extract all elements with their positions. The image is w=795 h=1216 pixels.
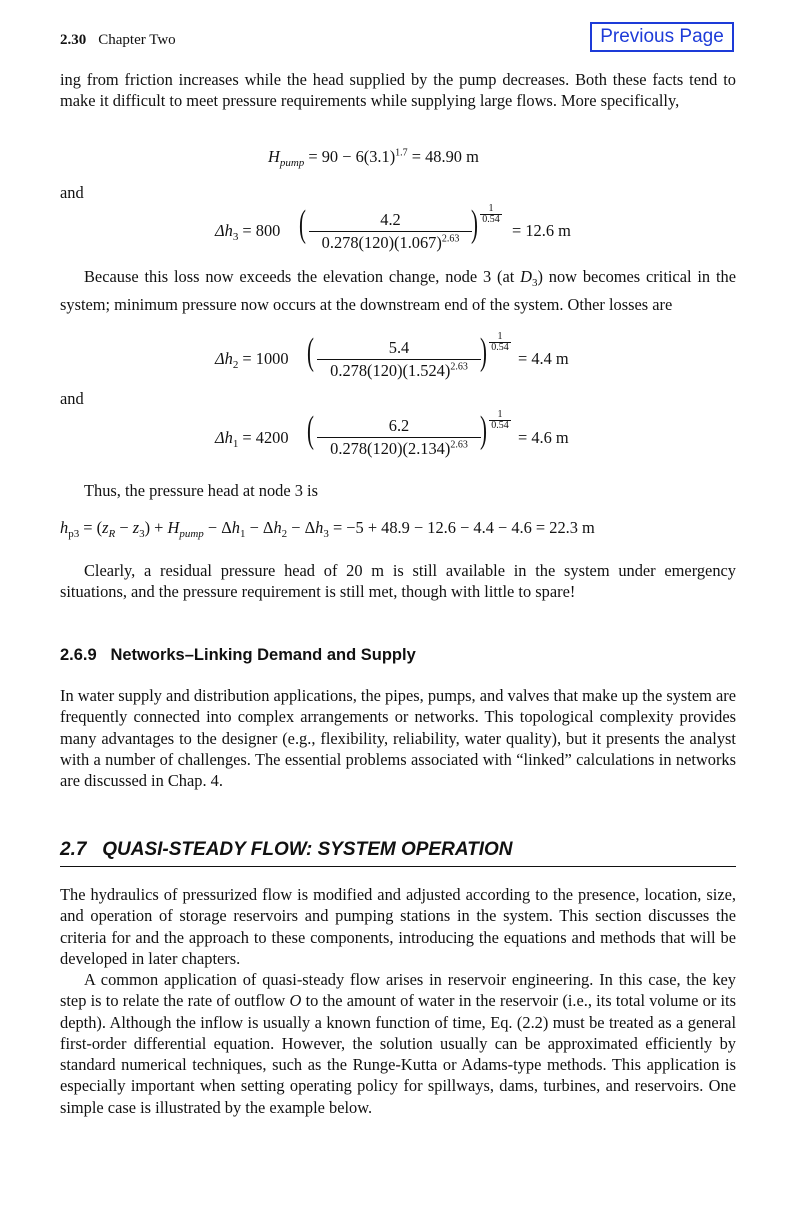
previous-page-button[interactable]: Previous Page [590, 22, 734, 52]
eq-hp3-h: h [60, 518, 69, 537]
eq-dh3-result: = 12.6 m [512, 221, 571, 240]
eq-dh3-coef: = 800 [238, 221, 281, 240]
eq-hp3-t4: − Δ [203, 518, 232, 537]
eq-hp3-t2: − [115, 518, 133, 537]
eq-hp3-zr-sub: R [108, 528, 116, 540]
eq-dh2-numerator: 5.4 [317, 338, 481, 360]
eq-hp3-t6: − Δ [287, 518, 316, 537]
eq-dh1-left-paren: ( [307, 409, 314, 451]
eq-dh3-fraction [309, 210, 472, 253]
paragraph-6-a: A common application of quasi-steady flow arises in reservoir engineering. In this case, the key step is to relate the rate of outflow [60, 970, 736, 1011]
eq-hp3-h2: h [273, 518, 282, 537]
eq-dh1-right-paren: ) [480, 409, 487, 451]
eq-dh2-coef: = 1000 [238, 349, 289, 368]
paragraph-2-d: D [520, 267, 532, 286]
eq-hp3-t7: = −5 + 48.9 − 12.6 − 4.4 − 4.6 = 22.3 m [328, 518, 595, 537]
eq-dh1-den-exponent: 2.63 [450, 439, 468, 451]
eq-dh3-lhs: Δh [215, 221, 233, 240]
eq-dh1-result: = 4.6 m [518, 428, 569, 447]
section-heading-2-7: 2.7 QUASI-STEADY FLOW: SYSTEM OPERATION [60, 839, 513, 860]
eq-hp3-h3: h [315, 518, 324, 537]
eq-hp3-z2: z [132, 518, 140, 537]
eq-hp3-t3: ) + [144, 518, 168, 537]
eq-dh1-lhs: Δh [215, 428, 233, 447]
eq-dh3-right-paren: ) [471, 203, 478, 245]
eq-dh1-fraction [317, 416, 481, 459]
eq-dh1-coef: = 4200 [238, 428, 289, 447]
eq-hp3-t1: = ( [79, 518, 103, 537]
eq-hp3-h3-sub: 3 [323, 528, 329, 540]
eq-dh2-outer-exponent [489, 332, 511, 353]
eq-hpump-exponent: 1.7 [395, 147, 408, 159]
eq-dh2-lhs: Δh [215, 349, 233, 368]
equation-hpump [268, 147, 479, 169]
eq-dh3-numerator: 4.2 [309, 210, 472, 232]
eq-hpump-rhs-b: = 48.90 m [407, 147, 479, 166]
eq-hp3-h1-sub: 1 [239, 528, 246, 540]
eq-dh2-left-paren: ( [307, 331, 314, 373]
eq-dh2-outer-exp-den: 0.54 [491, 342, 509, 353]
eq-dh3-outer-exp-den: 0.54 [482, 214, 500, 225]
chapter-title: Chapter Two [98, 32, 176, 48]
eq-hpump-rhs-a: = 90 − 6(3.1) [304, 147, 396, 166]
eq-hpump-lhs-sub: pump [279, 157, 305, 169]
eq-dh2-outer-exp-num: 1 [489, 332, 511, 343]
eq-hp3-h1: h [231, 518, 240, 537]
eq-dh1-outer-exp-den: 0.54 [491, 420, 509, 431]
eq-hp3-h-sub: p3 [68, 528, 80, 540]
eq-dh3-lhs-sub: 3 [232, 231, 239, 243]
page-number: 2.30 [60, 32, 87, 48]
eq-dh3-denominator: 0.278(120)(1.067) [321, 233, 442, 252]
eq-dh2-fraction [317, 338, 481, 381]
section-heading-2-6-9: 2.6.9 Networks–Linking Demand and Supply [60, 646, 416, 664]
eq-hpump-lhs: H [268, 147, 280, 166]
eq-hp3-h2-sub: 2 [281, 528, 288, 540]
eq-hp3-t5: − Δ [245, 518, 274, 537]
eq-dh3-outer-exponent [480, 204, 502, 225]
paragraph-2 [60, 266, 736, 316]
eq-dh2-result: = 4.4 m [518, 349, 569, 368]
eq-hp3-H: H [167, 518, 180, 537]
paragraph-2-a: Because this loss now exceeds the elevation change, node 3 (at [84, 267, 521, 286]
eq-hp3-H-sub: pump [179, 528, 204, 540]
eq-dh1-outer-exponent [489, 410, 511, 431]
eq-dh2-lhs-sub: 2 [232, 359, 239, 371]
eq-dh2-den-exponent: 2.63 [450, 361, 468, 373]
paragraph-6-b: to the amount of water in the reservoir (i.e., its total volume or its depth). Although the inflow is usually a known function of time, Eq. (2.2) must be treated as a general first-order differential equation. However, the solution usually can be approximated efficiently by standard numerical techniques, such as the Runge-Kutta or Adams-type methods. This application is especially important when setting operating policy for spillways, dams, turbines, and reservoirs. One simple case is illustrated by the example below. [60, 991, 736, 1117]
eq-dh1-lhs-sub: 1 [232, 438, 239, 450]
eq-dh2-denominator: 0.278(120)(1.524) [330, 361, 451, 380]
paragraph-1: ing from friction increases while the head supplied by the pump decreases. Both these facts tend to make it difficult to meet pressure requirements while supplying large flows. More specifically, [60, 70, 736, 111]
eq-dh3-den-exponent: 2.63 [441, 233, 460, 245]
eq-dh1-numerator: 6.2 [317, 416, 481, 438]
paragraph-6 [60, 969, 736, 1118]
eq-dh3-left-paren: ( [299, 203, 306, 245]
eq-dh1-outer-exp-num: 1 [489, 410, 511, 421]
and-text-2: and [60, 389, 84, 408]
section-rule [60, 866, 736, 867]
equation-hp3 [60, 518, 595, 540]
eq-dh1-denominator: 0.278(120)(2.134) [330, 439, 451, 458]
eq-dh2-right-paren: ) [480, 331, 487, 373]
paragraph-2-b: ) now becomes critical in the system; minimum pressure now occurs at the downstream end of the system. Other losses are [60, 267, 736, 315]
eq-hp3-z1: z [102, 518, 109, 537]
paragraph-3: Clearly, a residual pressure head of 20 m is still available in the system under emergency situations, and the pressure requirement is still met, though with little to spare! [60, 561, 736, 602]
paragraph-4: In water supply and distribution applications, the pipes, pumps, and valves that make up the system are frequently connected into complex arrangements or networks. This topological complexity provides many advantages to the designer (e.g., flexibility, reliability, water quality), but it presents the analyst with a number of challenges. The essential problems associated with “linked” calculations in networks are discussed in Chap. 4. [60, 686, 736, 791]
paragraph-6-o: O [289, 991, 302, 1011]
thus-text: Thus, the pressure head at node 3 is [84, 481, 318, 500]
eq-hp3-z3-sub: 3 [139, 528, 145, 540]
paragraph-5: The hydraulics of pressurized flow is modified and adjusted according to the presence, location, size, and operation of storage reservoirs and pumping stations in the system. This section discusses the criteria for and the approach to these components, introducing the equations and methods that will be developed in later chapters. [60, 885, 736, 968]
eq-dh3-outer-exp-num: 1 [480, 204, 502, 215]
paragraph-2-d-sub: 3 [531, 277, 538, 289]
page-header [60, 31, 176, 49]
and-text-1: and [60, 183, 84, 202]
